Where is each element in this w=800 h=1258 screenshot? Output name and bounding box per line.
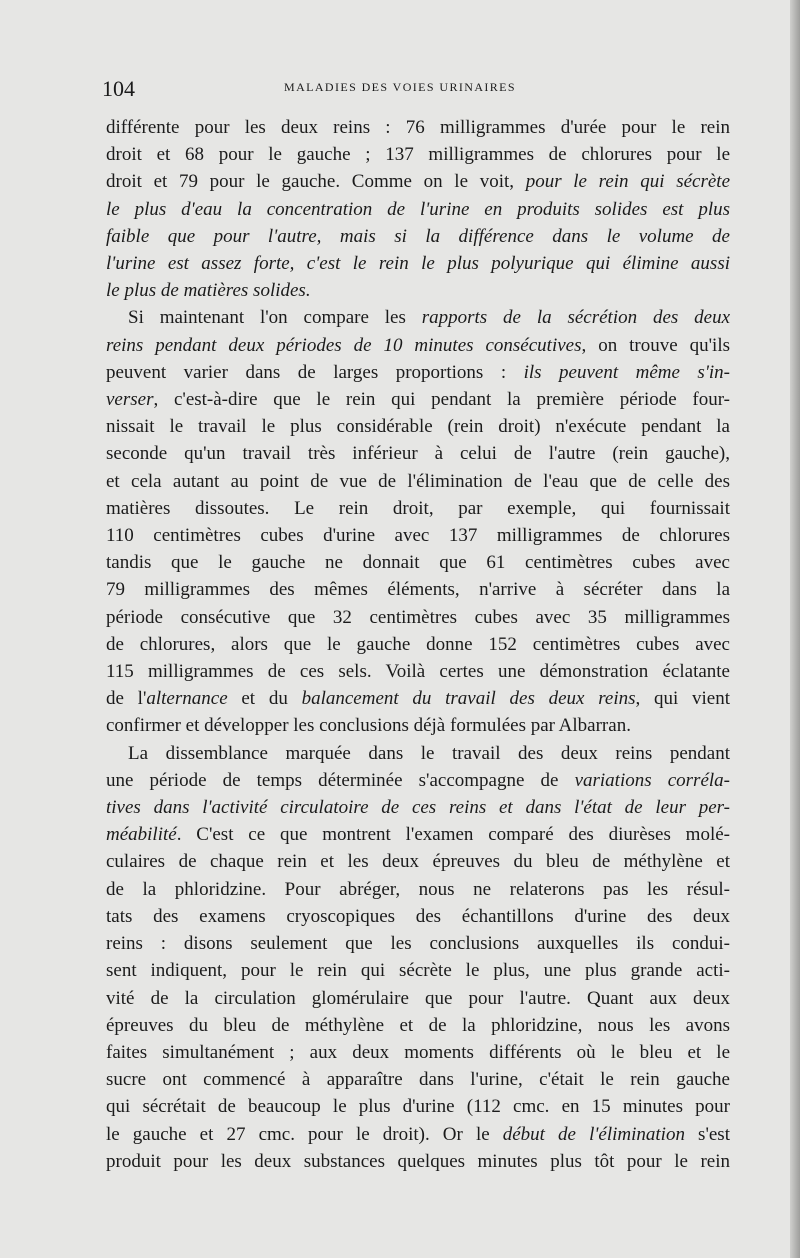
text-line — [106, 168, 730, 195]
text-line — [106, 1148, 730, 1175]
text-run: tandis que le gauche ne donnait que 61 centimètres cubes avec — [106, 552, 730, 574]
running-title: MALADIES DES VOIES URINAIRES — [284, 80, 516, 94]
text-run: sucre ont commencé à apparaître dans l'urine, c'était le rein gauche — [106, 1069, 730, 1091]
text-line — [106, 522, 730, 549]
text-line — [106, 794, 730, 821]
text-run: épreuves du bleu de méthylène et de la phloridzine, nous les avons — [106, 1014, 730, 1036]
italic-text: tives dans l'activité circulatoire de ces reins et dans l'état de leur per- — [106, 797, 730, 819]
text-line — [106, 1012, 730, 1039]
text-run: peuvent varier dans de larges proportions : — [106, 361, 524, 383]
text-line — [106, 1093, 730, 1120]
text-run: Si maintenant l'on compare les — [128, 307, 422, 329]
text-run: droit et 79 pour le gauche. Comme on le voit, — [106, 171, 526, 193]
text-line — [106, 658, 730, 685]
text-run: produit pour les deux substances quelques minutes plus tôt pour le rein — [106, 1150, 730, 1172]
text-line — [106, 957, 730, 984]
text-run: confirmer et développer les conclusions déjà formulées par Albarran. — [106, 715, 631, 737]
text-run: et du — [227, 688, 302, 710]
text-line — [106, 549, 730, 576]
text-line — [106, 332, 730, 359]
text-line — [106, 1121, 730, 1148]
text-line — [106, 413, 730, 440]
text-line — [106, 848, 730, 875]
italic-text: ils peuvent même s'in- — [523, 361, 730, 383]
text-run: La dissemblance marquée dans le travail des deux reins pendant — [128, 742, 730, 764]
text-line — [106, 250, 730, 277]
text-run: vité de la circulation glomérulaire que pour l'autre. Quant aux deux — [106, 987, 730, 1009]
italic-text: l'urine est assez forte, c'est le rein le plus polyurique qui élimine aussi — [106, 253, 730, 275]
page-number: 104 — [102, 76, 135, 101]
italic-text: début de l'élimination — [502, 1123, 685, 1145]
italic-text: variations corréla- — [574, 769, 730, 791]
text-run: reins : disons seulement que les conclusions auxquelles ils condui- — [106, 933, 730, 955]
text-run: s'est — [684, 1123, 730, 1145]
text-run: sent indiquent, pour le rein qui sécrète le plus, une plus grande acti- — [106, 960, 730, 982]
text-run: . C'est ce que montrent l'examen comparé des diurèses molé- — [176, 824, 730, 846]
italic-text: rapports de la sécrétion des deux — [421, 307, 730, 329]
text-line — [106, 1066, 730, 1093]
text-run: période consécutive que 32 centimètres cubes avec 35 milligrammes — [106, 606, 730, 628]
text-run: nissait le travail le plus considérable (rein droit) n'exécute pendant la — [106, 416, 730, 438]
text-line — [106, 440, 730, 467]
italic-text: alternance — [146, 688, 228, 710]
text-line — [106, 930, 730, 957]
text-line — [106, 386, 730, 413]
text-line — [106, 604, 730, 631]
text-run: , qui vient — [635, 688, 730, 710]
text-run: 110 centimètres cubes d'urine avec 137 milligrammes de chlorures — [106, 525, 730, 547]
text-line — [106, 685, 730, 712]
text-run: 115 milligrammes de ces sels. Voilà certes une démonstration éclatante — [106, 661, 730, 683]
scan-edge-shadow — [790, 0, 800, 1258]
body-text — [106, 114, 730, 1175]
text-line — [106, 712, 730, 739]
text-run: matières dissoutes. Le rein droit, par exemple, qui fournissait — [106, 497, 730, 519]
text-line — [106, 495, 730, 522]
text-run: droit et 68 pour le gauche ; 137 milligrammes de chlorures pour le — [106, 144, 730, 166]
text-line — [106, 767, 730, 794]
text-line — [106, 740, 730, 767]
text-line — [106, 985, 730, 1012]
text-run: 79 milligrammes des mêmes éléments, n'arrive à sécréter dans la — [106, 579, 730, 601]
italic-text: le plus d'eau la concentration de l'urine en produits solides est plus — [106, 198, 730, 220]
text-run: faites simultanément ; aux deux moments différents où le bleu et le — [106, 1041, 730, 1063]
text-run: seconde qu'un travail très inférieur à celui de l'autre (rein gauche), — [106, 443, 730, 465]
text-run: qui sécrétait de beaucoup le plus d'urine (112 cmc. en 15 minutes pour — [106, 1096, 730, 1118]
italic-text: pour le rein qui sécrète — [525, 171, 730, 193]
text-run: , on trouve qu'ils — [581, 334, 731, 356]
italic-text: faible que pour l'autre, mais si la différence dans le volume de — [106, 225, 730, 247]
text-line — [106, 876, 730, 903]
text-line — [106, 631, 730, 658]
text-run: différente pour les deux reins : 76 milligrammes d'urée pour le rein — [106, 117, 730, 138]
text-line — [106, 196, 730, 223]
text-run: et cela autant au point de vue de l'élimination de l'eau que de celle des — [106, 470, 730, 492]
text-line — [106, 1039, 730, 1066]
text-line — [106, 223, 730, 250]
text-run: le gauche et 27 cmc. pour le droit). Or le — [106, 1123, 503, 1145]
text-line — [106, 359, 730, 386]
text-run: une période de temps déterminée s'accompagne de — [106, 769, 575, 791]
italic-text: méabilité — [106, 824, 177, 846]
text-run: tats des examens cryoscopiques des échantillons d'urine des deux — [106, 905, 730, 927]
italic-text: reins pendant deux périodes de 10 minutes consécutives — [106, 334, 582, 356]
italic-text: balancement du travail des deux reins — [301, 688, 636, 710]
text-run: de la phloridzine. Pour abréger, nous ne relaterons pas les résul- — [106, 878, 730, 900]
text-line — [106, 903, 730, 930]
text-line — [106, 141, 730, 168]
text-line — [106, 821, 730, 848]
text-run: culaires de chaque rein et les deux épreuves du bleu de méthylène et — [106, 851, 730, 873]
text-line — [106, 576, 730, 603]
text-run: de l' — [106, 688, 147, 710]
text-run: , c'est-à-dire que le rein qui pendant la première période four- — [153, 389, 730, 411]
text-run: de chlorures, alors que le gauche donne 152 centimètres cubes avec — [106, 633, 730, 655]
text-line — [106, 468, 730, 495]
text-line — [106, 277, 730, 304]
italic-text: verser — [106, 389, 154, 411]
italic-text: le plus de matières solides. — [106, 280, 311, 302]
text-line — [106, 304, 730, 331]
text-line — [106, 114, 730, 141]
